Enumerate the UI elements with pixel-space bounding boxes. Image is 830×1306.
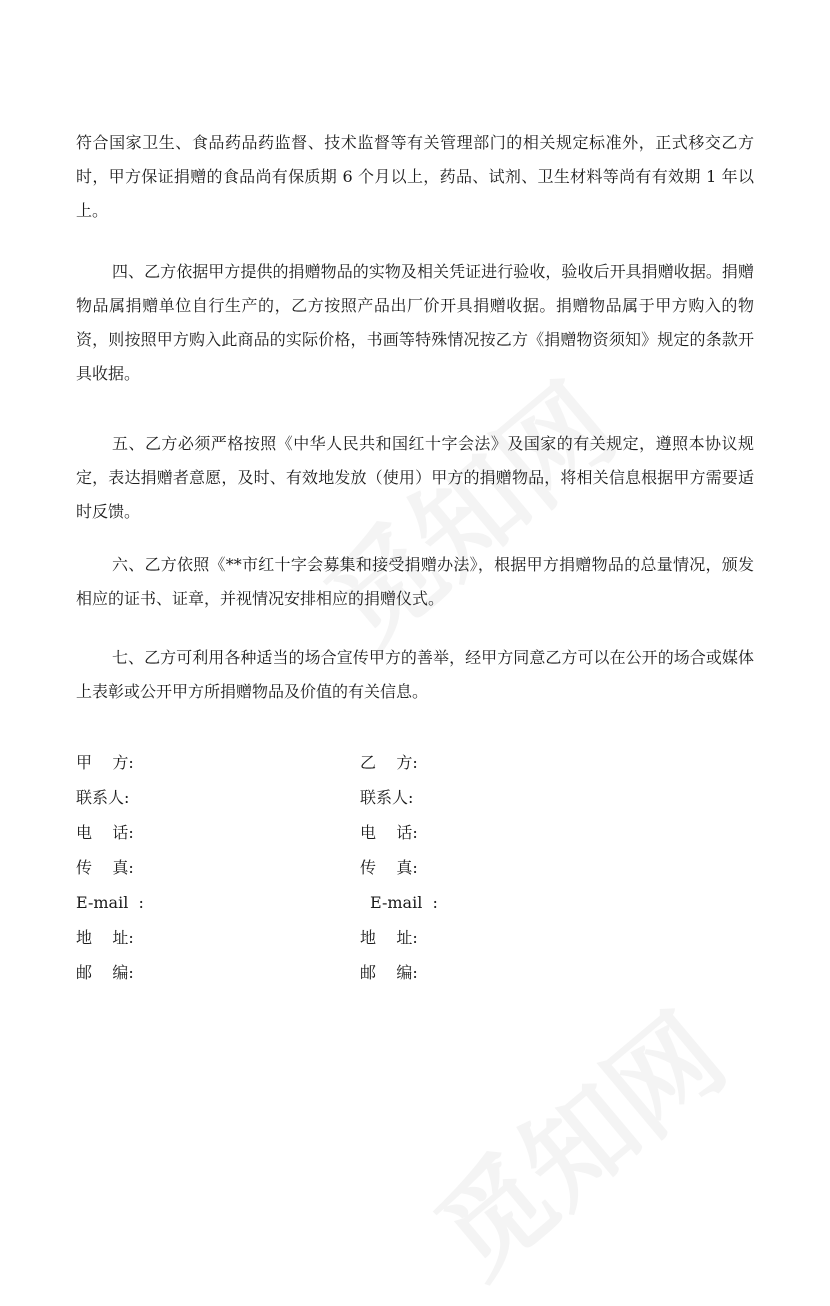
party-b-fax-label: 传 真: [360,858,418,877]
signature-row-email [76,885,756,920]
party-b-contact-label: 联系人: [360,788,414,807]
signature-row-fax [76,850,756,885]
signature-row-party [76,745,756,780]
signature-row-address [76,920,756,955]
party-a-postcode-label: 邮 编: [76,963,134,982]
paragraph-item-5: 五、乙方必须严格按照《中华人民共和国红十字会法》及国家的有关规定，遵照本协议规定，表达捐赠者意愿，及时、有效地发放（使用）甲方的捐赠物品，将相关信息根据甲方需要适时反馈。 [76,434,754,521]
signature-row-phone [76,815,756,850]
party-a-email-label: E-mail : [76,893,144,912]
watermark-logo [398,972,752,1305]
party-b-phone-label: 电 话: [360,823,418,842]
paragraph-item-4: 四、乙方依据甲方提供的捐赠物品的实物及相关凭证进行验收，验收后开具捐赠收据。捐赠物品属捐赠单位自行生产的，乙方按照产品出厂价开具捐赠收据。捐赠物品属于甲方购入的物资，则按照甲方购入此商品的实际价格，书画等特殊情况按乙方《捐赠物资须知》规定的条款开具收据。 [76,262,754,383]
signature-row-postcode [76,955,756,990]
party-b-address-label: 地 址: [360,928,418,947]
signature-block [76,745,756,990]
paragraph-item-6: 六、乙方依照《**市红十字会募集和接受捐赠办法》，根据甲方捐赠物品的总量情况，颁发相应的证书、证章，并视情况安排相应的捐赠仪式。 [76,555,754,608]
party-b-label: 乙 方: [360,753,418,772]
paragraph-item-7: 七、乙方可利用各种适当的场合宣传甲方的善举，经甲方同意乙方可以在公开的场合或媒体上表彰或公开甲方所捐赠物品及价值的有关信息。 [76,648,754,701]
party-a-fax-label: 传 真: [76,858,134,877]
party-a-phone-label: 电 话: [76,823,134,842]
party-a-contact-label: 联系人: [76,788,130,807]
paragraph-continuation: 符合国家卫生、食品药品药监督、技术监督等有关管理部门的相关规定标准外，正式移交乙方时，甲方保证捐赠的食品尚有保质期 6 个月以上，药品、试剂、卫生材料等尚有有效期 1 年以上。 [76,133,754,220]
party-b-email-label: E-mail : [370,893,438,912]
party-a-label: 甲 方: [76,753,134,772]
party-a-address-label: 地 址: [76,928,134,947]
signature-row-contact [76,780,756,815]
party-b-postcode-label: 邮 编: [360,963,418,982]
